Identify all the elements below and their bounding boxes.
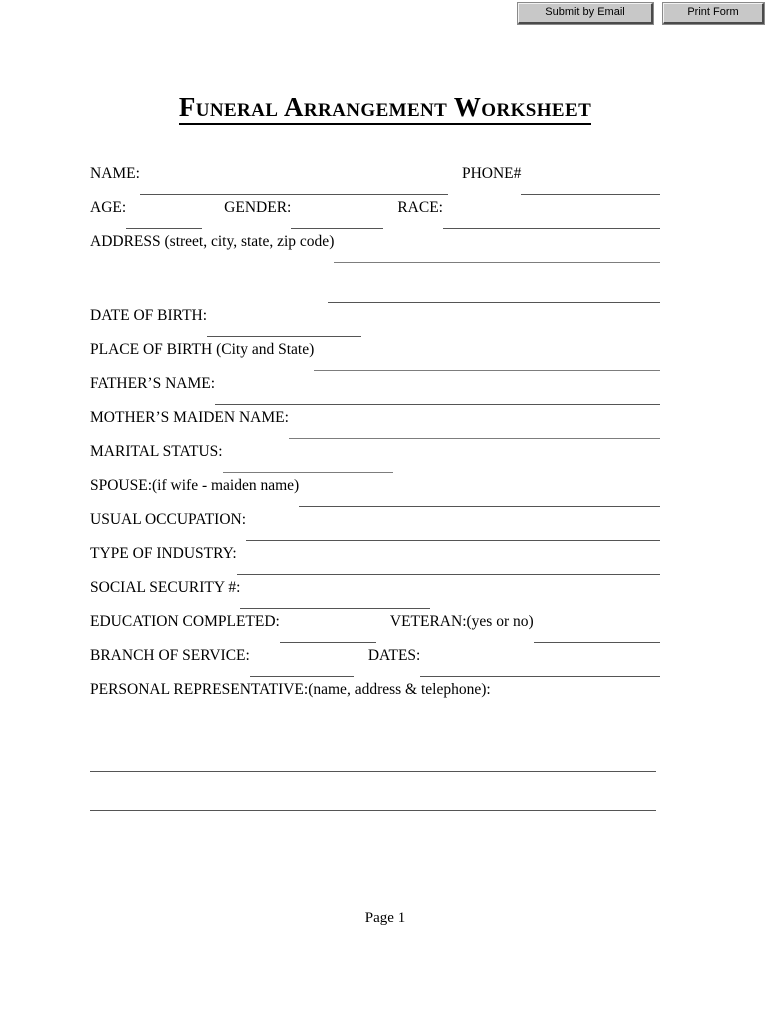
social-security-label: SOCIAL SECURITY #: (90, 579, 241, 596)
dates-label: DATES: (367, 647, 421, 664)
gender-input-rule[interactable] (291, 214, 383, 229)
form-row-date-of-birth (90, 306, 660, 340)
submit-by-email-button[interactable]: Submit by Email (518, 3, 653, 24)
race-label: RACE: (397, 199, 443, 216)
form-row-mothers-maiden-name (90, 408, 660, 442)
form-row-fathers-name (90, 374, 660, 408)
place-of-birth-input-rule[interactable] (314, 356, 660, 371)
dates-input-rule[interactable] (420, 662, 660, 677)
education-completed-label: EDUCATION COMPLETED: (90, 613, 280, 630)
name-label: NAME: (90, 165, 140, 182)
place-of-birth-label: PLACE OF BIRTH (City and State) (90, 341, 315, 358)
address-label: ADDRESS (street, city, state, zip code) (90, 233, 335, 250)
veteran-label: VETERAN:(yes or no) (389, 613, 534, 630)
fathers-name-input-rule[interactable] (215, 390, 660, 405)
form-row-address-continued (90, 266, 660, 306)
form-row-name (90, 164, 660, 198)
veteran-input-rule[interactable] (534, 628, 660, 643)
form-row-age-gender-race (90, 198, 660, 232)
page-title-text: Funeral Arrangement Worksheet (179, 92, 591, 125)
social-security-input-rule[interactable] (240, 594, 430, 609)
spouse-label: SPOUSE:(if wife - maiden name) (90, 477, 300, 494)
race-input-rule[interactable] (443, 214, 660, 229)
usual-occupation-label: USUAL OCCUPATION: (90, 511, 247, 528)
marital-status-label: MARITAL STATUS: (90, 443, 223, 460)
personal-representative-rule-2[interactable] (90, 810, 656, 811)
mothers-maiden-name-label: MOTHER’S MAIDEN NAME: (90, 409, 289, 426)
form-row-social-security (90, 578, 660, 612)
form-row-marital-status (90, 442, 660, 476)
address-input-rule[interactable] (334, 248, 660, 263)
form-row-branch-dates (90, 646, 660, 680)
page-footer: Page 1 (364, 910, 406, 926)
form-row-education-veteran (90, 612, 660, 646)
mothers-maiden-name-input-rule[interactable] (289, 424, 660, 439)
form-row-personal-representative (90, 680, 660, 714)
spouse-input-rule[interactable] (299, 492, 660, 507)
print-form-button[interactable]: Print Form (663, 3, 764, 24)
address-continued-rule[interactable] (328, 288, 660, 303)
personal-representative-label: PERSONAL REPRESENTATIVE:(name, address & telephone): (90, 681, 491, 698)
date-of-birth-input-rule[interactable] (207, 322, 361, 337)
form-row-usual-occupation (90, 510, 660, 544)
form-row-address (90, 232, 660, 266)
marital-status-input-rule[interactable] (223, 458, 393, 473)
age-input-rule[interactable] (126, 214, 202, 229)
education-completed-input-rule[interactable] (280, 628, 376, 643)
branch-of-service-label: BRANCH OF SERVICE: (90, 647, 250, 664)
phone-label: PHONE# (461, 165, 522, 182)
form-row-place-of-birth (90, 340, 660, 374)
page-title (0, 92, 770, 123)
form-field-list (90, 164, 660, 714)
phone-input-rule[interactable] (521, 180, 660, 195)
name-input-rule[interactable] (140, 180, 448, 195)
type-of-industry-label: TYPE OF INDUSTRY: (90, 545, 237, 562)
form-row-spouse (90, 476, 660, 510)
form-row-type-of-industry (90, 544, 660, 578)
age-label: AGE: (90, 199, 127, 216)
personal-representative-rule-1[interactable] (90, 771, 656, 772)
date-of-birth-label: DATE OF BIRTH: (90, 307, 208, 324)
branch-of-service-input-rule[interactable] (250, 662, 354, 677)
fathers-name-label: FATHER’S NAME: (90, 375, 216, 392)
gender-label: GENDER: (224, 199, 292, 216)
usual-occupation-input-rule[interactable] (246, 526, 660, 541)
type-of-industry-input-rule[interactable] (237, 560, 660, 575)
